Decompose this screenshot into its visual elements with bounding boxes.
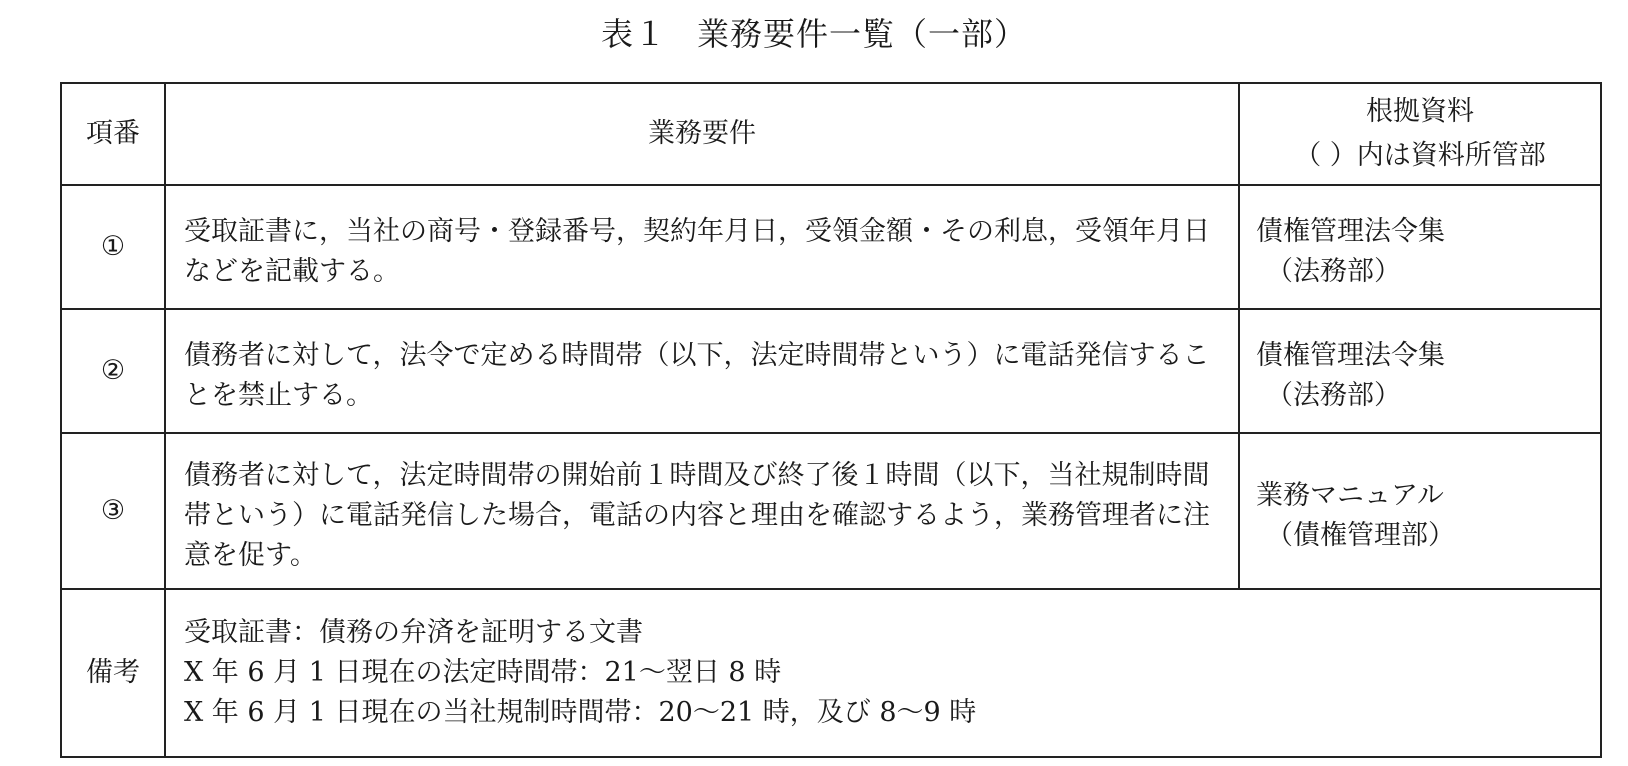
header-source-line2: （ ）内は資料所管部 — [1294, 140, 1546, 171]
notes-cell — [165, 589, 1601, 757]
source-cell — [1239, 309, 1601, 433]
table-title: 業務要件一覧（一部） — [697, 15, 1028, 53]
source-document: 業務マニュアル — [1256, 480, 1444, 511]
source-cell — [1239, 433, 1601, 589]
row-number: ① — [61, 185, 165, 309]
requirements-table — [60, 82, 1602, 758]
note-line: X 年 6 月 1 日現在の法定時間帯：21～翌日 8 時 — [184, 657, 782, 688]
header-item-no: 項番 — [61, 83, 165, 185]
source-department: （法務部） — [1266, 380, 1401, 411]
requirement-cell: 受取証書に，当社の商号・登録番号，契約年月日，受領金額・その利息，受領年月日などを記載する。 — [165, 185, 1239, 309]
header-source-line1: 根拠資料 — [1366, 96, 1474, 127]
requirement-cell: 債務者に対して，法定時間帯の開始前１時間及び終了後１時間（以下，当社規制時間帯という）に電話発信した場合，電話の内容と理由を確認するよう，業務管理者に注意を促す。 — [165, 433, 1239, 589]
requirement-cell: 債務者に対して，法令で定める時間帯（以下，法定時間帯という）に電話発信することを禁止する。 — [165, 309, 1239, 433]
note-line: X 年 6 月 1 日現在の当社規制時間帯：20～21 時，及び 8～9 時 — [184, 697, 977, 728]
source-document: 債権管理法令集 — [1256, 216, 1445, 247]
table-header-row — [61, 83, 1601, 185]
source-department: （法務部） — [1266, 256, 1401, 287]
header-requirement: 業務要件 — [165, 83, 1239, 185]
table-number: 表１ — [600, 15, 667, 53]
notes-label: 備考 — [61, 589, 165, 757]
table-row — [61, 309, 1601, 433]
row-number: ③ — [61, 433, 165, 589]
table-caption — [0, 12, 1628, 56]
row-number: ② — [61, 309, 165, 433]
note-line: 受取証書：債務の弁済を証明する文書 — [184, 617, 643, 648]
header-source — [1239, 83, 1601, 185]
source-cell — [1239, 185, 1601, 309]
source-document: 債権管理法令集 — [1256, 340, 1445, 371]
notes-row — [61, 589, 1601, 757]
table-row — [61, 433, 1601, 589]
source-department: （債権管理部） — [1266, 520, 1455, 551]
table-row — [61, 185, 1601, 309]
